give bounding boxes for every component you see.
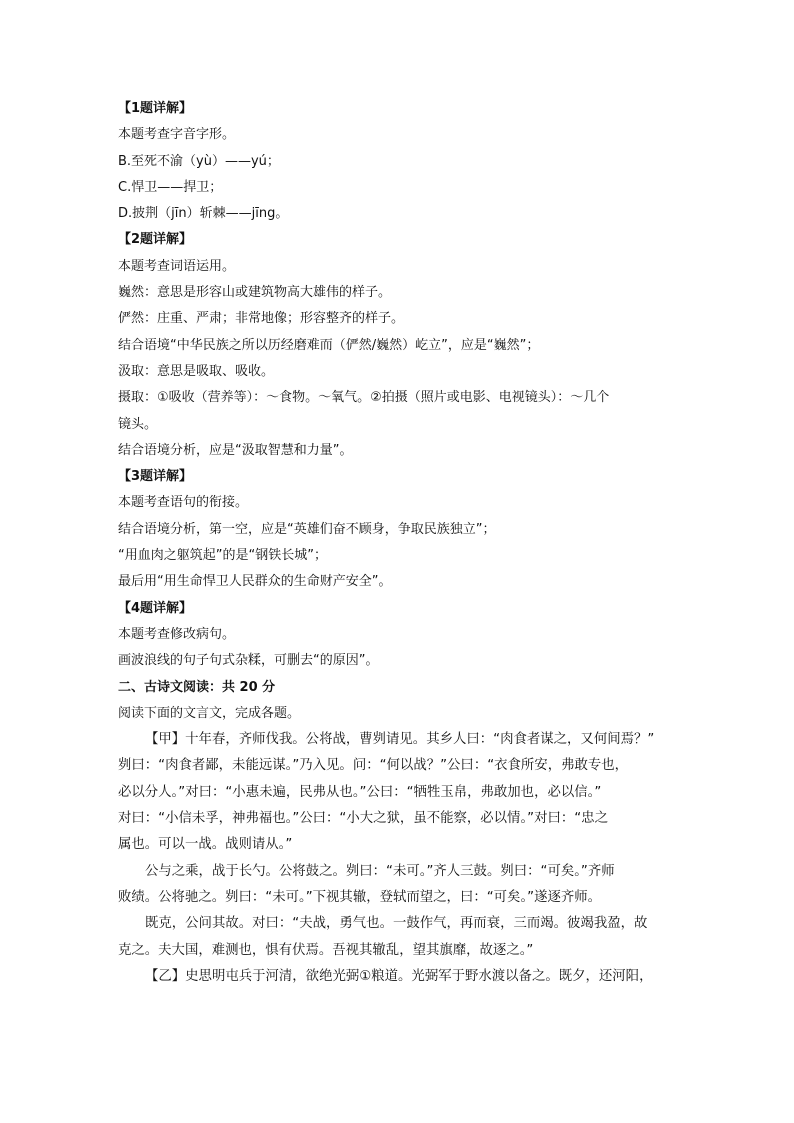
passage-line: 【乙】史思明屯兵于河清，欲绝光弼①粮道。光弼军于野水渡以备之。既夕，还河阳， — [145, 968, 653, 984]
text-line: 画波浪线的句子句式杂糅，可删去“的原因”。 — [118, 653, 379, 669]
passage-line: 必以分人。”对曰：“小惠未遍，民弗从也。”公曰：“牺牲玉帛，弗敢加也，必以信。” — [118, 784, 602, 800]
text-line: 结合语境分析，应是“汲取智慧和力量”。 — [118, 442, 353, 458]
text-line: 结合语境“中华民族之所以历经磨难而（俨然/巍然）屹立”，应是“巍然”； — [118, 337, 540, 353]
passage-line: 败绩。公将驰之。刿曰：“未可。”下视其辙，登轼而望之，曰：“可矣。”遂逐齐师。 — [118, 889, 602, 905]
text-line: “用血肉之躯筑起”的是“钢铁长城”； — [118, 548, 327, 564]
instruction-text: 阅读下面的文言文，完成各题。 — [118, 705, 301, 721]
text-line: 结合语境分析，第一空，应是“英雄们奋不顾身，争取民族独立”； — [118, 521, 496, 537]
section-header: 【1题详解】 — [118, 101, 193, 116]
text-line: 本题考查修改病句。 — [118, 626, 236, 642]
part-title: 二、古诗文阅读：共 20 分 — [118, 679, 276, 695]
text-line: B.至死不渝（yù）——yú； — [118, 153, 280, 169]
text-line: 本题考查语句的衔接。 — [118, 495, 249, 511]
text-line: 汲取：意思是吸取、吸收。 — [118, 363, 275, 379]
text-line: C.悍卫——捍卫； — [118, 179, 223, 195]
text-line: 镜头。 — [118, 416, 158, 432]
section-header: 【3题详解】 — [118, 469, 193, 485]
passage-line: 既克，公问其故。对曰：“夫战，勇气也。一鼓作气，再而衰，三而竭。彼竭我盈，故 — [145, 916, 648, 932]
text-line: 巍然：意思是形容山或建筑物高大雄伟的样子。 — [118, 285, 392, 301]
passage-line: 公与之乘，战于长勺。公将鼓之。刿曰：“未可。”齐人三鼓。刿曰：“可矣。”齐师 — [145, 863, 615, 879]
section-header: 【2题详解】 — [118, 232, 193, 248]
text-line: 俨然：庄重、严肃；非常地像；形容整齐的样子。 — [118, 311, 405, 327]
passage-line: 对曰：“小信未孚，神弗福也。”公曰：“小大之狱，虽不能察，必以情。”对曰：“忠之 — [118, 811, 608, 827]
text-line: 本题考查字音字形。 — [118, 127, 236, 143]
section-header: 【4题详解】 — [118, 600, 193, 616]
passage-line: 【甲】十年春，齐师伐我。公将战，曹刿请见。其乡人曰：“肉食者谋之，又何间焉？” — [145, 732, 655, 748]
text-line: 本题考查词语运用。 — [118, 258, 236, 274]
text-line: D.披荆（jīn）斩棘——jīng。 — [118, 206, 289, 222]
passage-line: 克之。夫大国，难测也，惧有伏焉。吾视其辙乱，望其旗靡，故逐之。” — [118, 942, 534, 958]
passage-line: 刿曰：“肉食者鄙，未能远谋。”乃入见。问：“何以战？”公曰：“衣食所安，弗敢专也， — [118, 758, 629, 774]
passage-line: 属也。可以一战。战则请从。” — [118, 837, 293, 853]
text-line: 摄取：①吸收（营养等）：～食物。～氧气。②拍摄（照片或电影、电视镜头）：～几个 — [118, 390, 610, 406]
text-line: 最后用“用生命悍卫人民群众的生命财产安全”。 — [118, 574, 392, 590]
document-content — [118, 96, 678, 990]
